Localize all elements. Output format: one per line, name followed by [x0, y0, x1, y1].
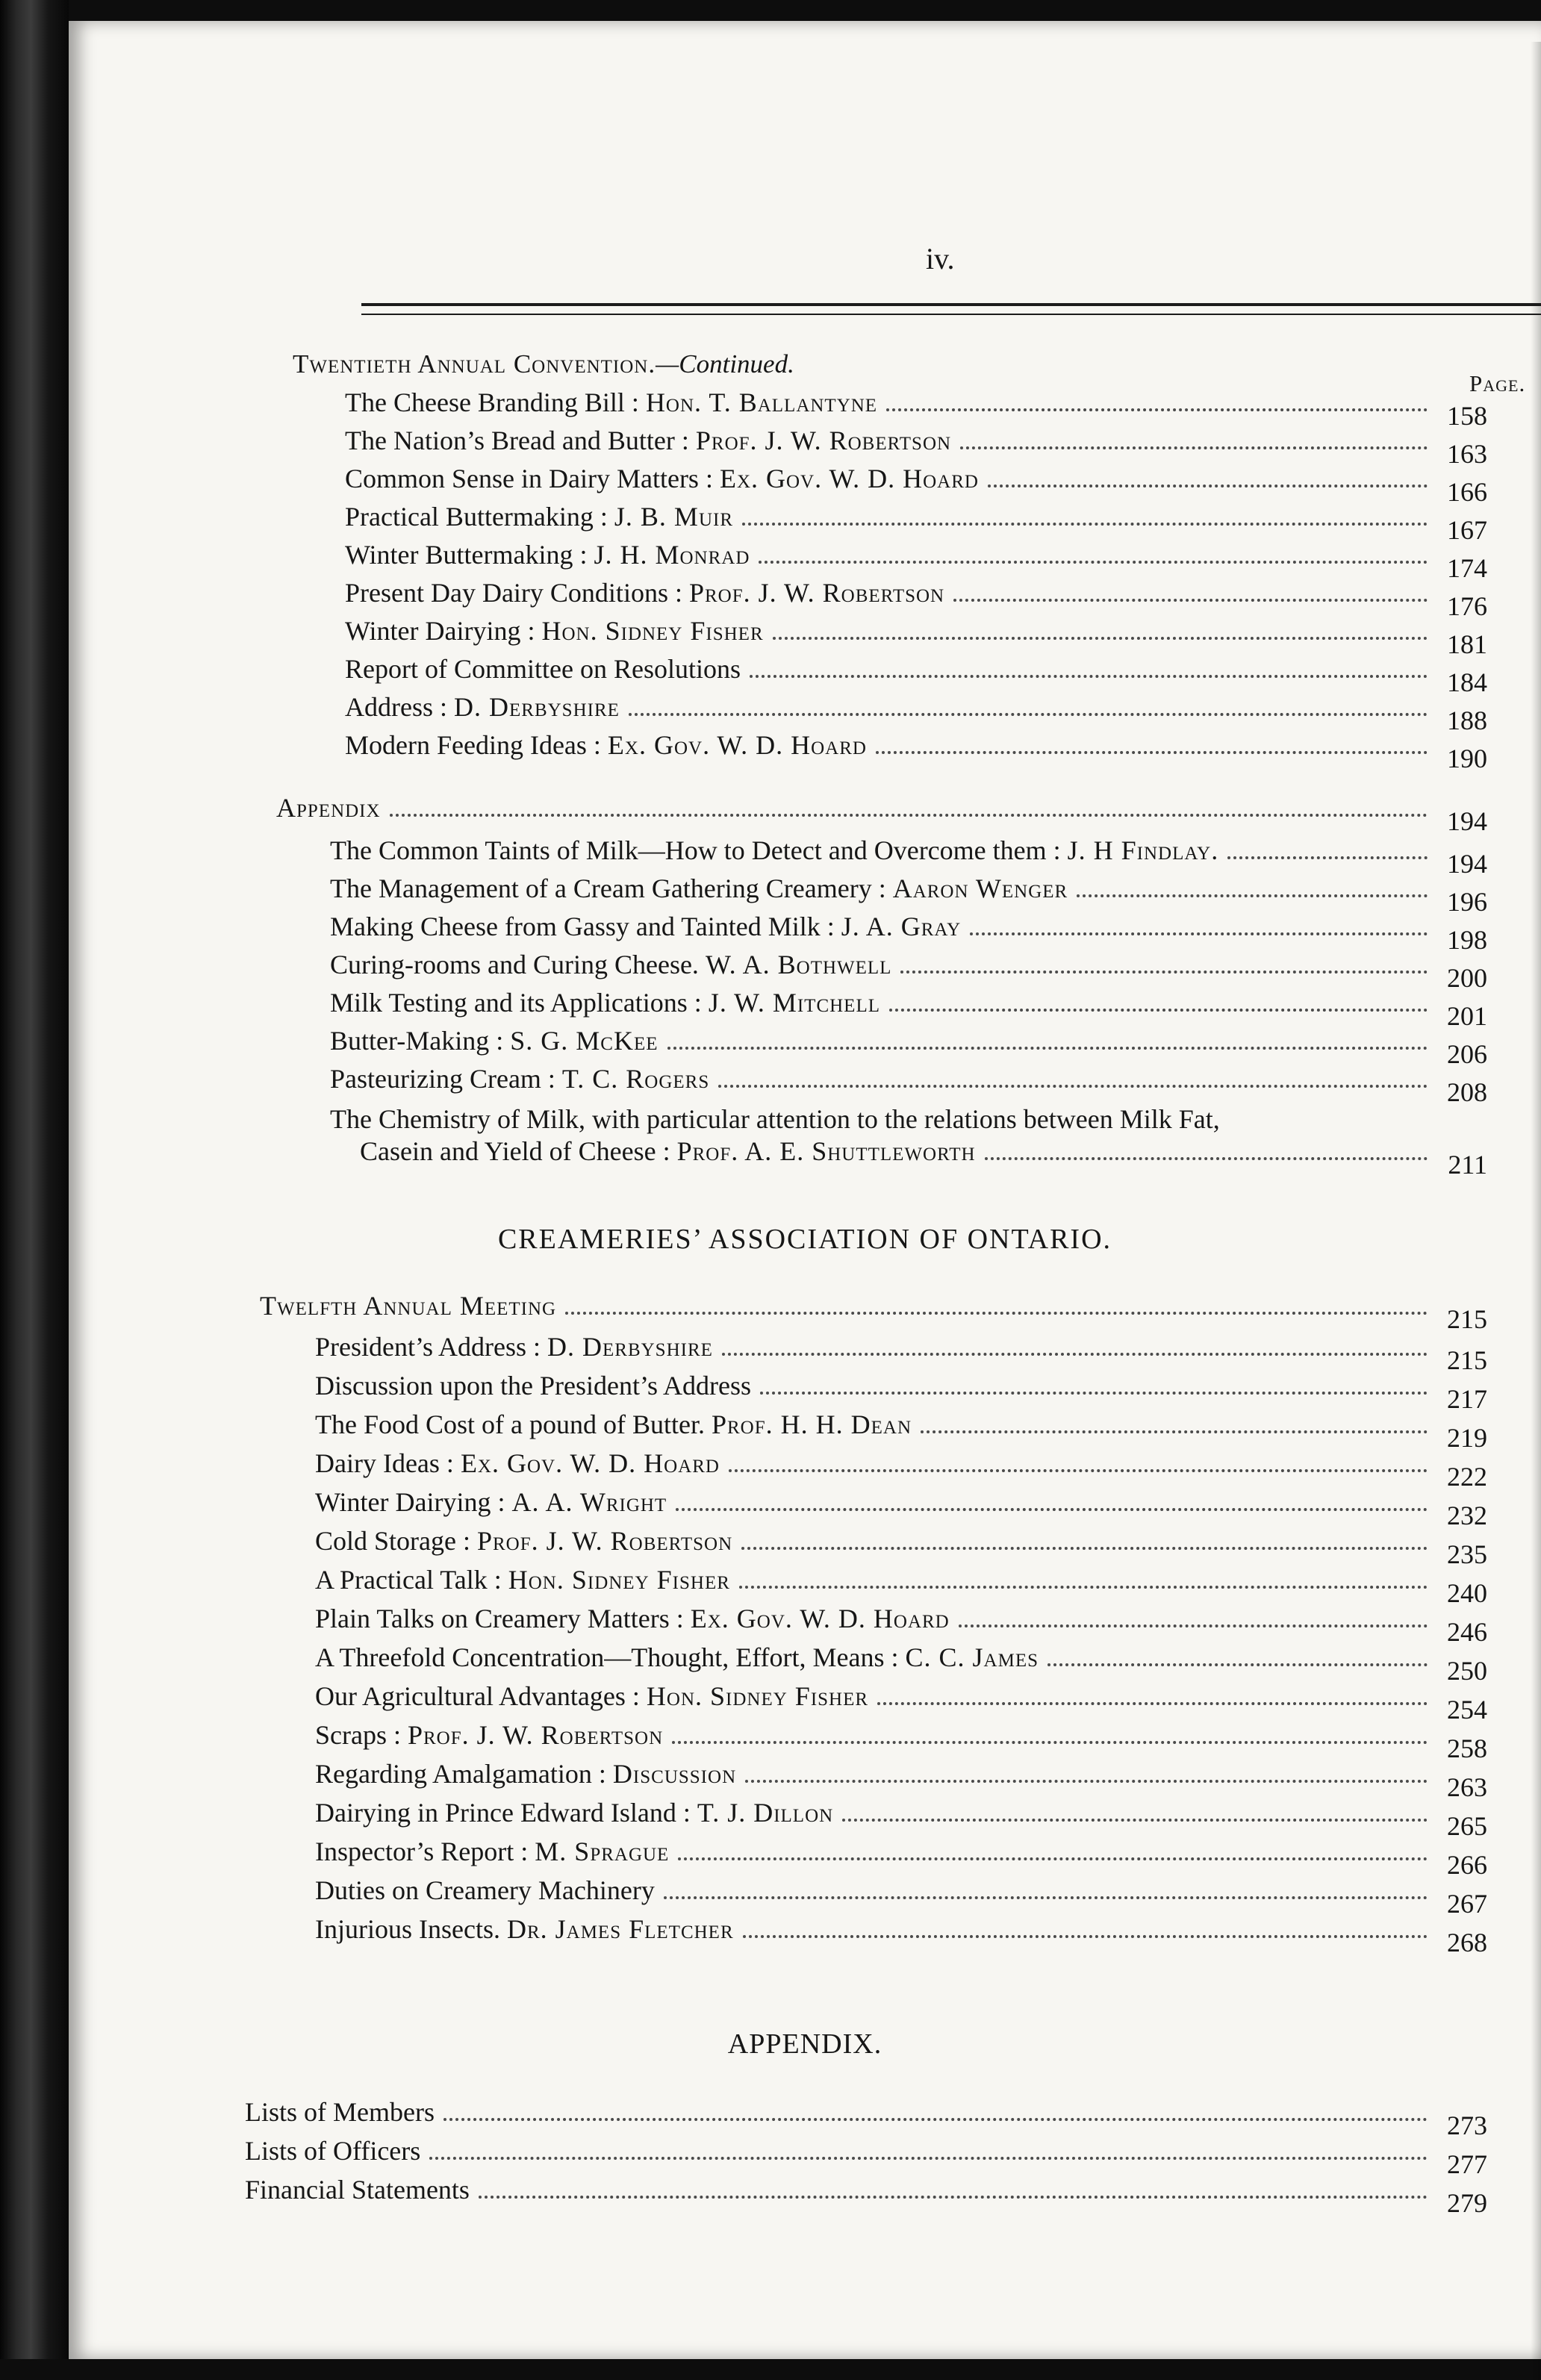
page-ref: 206: [1447, 1039, 1487, 1069]
page-ref: 181: [1447, 629, 1487, 659]
leader-dots: [1047, 1663, 1428, 1666]
toc-entry[interactable]: Common Sense in Dairy Matters : Ex. Gov. W. D. Hoard 166: [345, 464, 1487, 507]
leader-dots: [629, 713, 1428, 716]
toc-entry[interactable]: Scraps : Prof. J. W. Robertson 258: [315, 1720, 1487, 1763]
page-ref: 265: [1447, 1811, 1487, 1841]
leader-dots: [676, 1508, 1428, 1511]
toc-entry[interactable]: Present Day Dairy Conditions : Prof. J. W. Robertson 176: [345, 578, 1487, 621]
leader-dots: [479, 2196, 1428, 2199]
header-rule-thin: [361, 314, 1541, 315]
leader-dots: [745, 1780, 1428, 1783]
section-title-creameries: CREAMERIES’ ASSOCIATION OF ONTARIO.: [497, 1224, 1112, 1255]
page-ref: 235: [1447, 1539, 1487, 1569]
leader-dots: [443, 2118, 1428, 2121]
page-ref: 211: [1448, 1150, 1487, 1180]
leader-dots: [390, 814, 1428, 817]
toc-entry[interactable]: Plain Talks on Creamery Matters : Ex. Gov. W. D. Hoard 246: [315, 1604, 1487, 1647]
leader-dots: [664, 1896, 1428, 1899]
page-ref: 240: [1447, 1578, 1487, 1608]
leader-dots: [889, 1009, 1428, 1012]
page-ref: 198: [1447, 925, 1487, 955]
page-ref: 267: [1447, 1889, 1487, 1919]
toc-entry[interactable]: Lists of Officers 277: [245, 2136, 1487, 2179]
toc-entry[interactable]: Discussion upon the President’s Address 217: [315, 1371, 1487, 1414]
page-ref: 188: [1447, 705, 1487, 735]
page-ref: 250: [1447, 1656, 1487, 1686]
page-ref: 194: [1447, 806, 1487, 836]
leader-dots: [743, 1935, 1428, 1938]
toc-entry[interactable]: President’s Address : D. Derbyshire 215: [315, 1332, 1487, 1375]
leader-dots: [759, 561, 1428, 564]
toc-entry[interactable]: Butter-Making : S. G. McKee 206: [330, 1026, 1487, 1069]
section-title-appendix: APPENDIX.: [727, 2028, 882, 2060]
leader-dots: [953, 599, 1428, 602]
leader-dots: [672, 1741, 1428, 1744]
page-ref: 268: [1447, 1928, 1487, 1957]
toc-entry[interactable]: Our Agricultural Advantages : Hon. Sidney Fisher 254: [315, 1681, 1487, 1725]
leader-dots: [750, 675, 1428, 678]
toc-entry-multiline-first[interactable]: The Chemistry of Milk, with particular attention to the relations between Milk Fat,: [330, 1104, 1220, 1134]
toc-entry[interactable]: The Nation’s Bread and Butter : Prof. J. W. Robertson 163: [345, 426, 1487, 469]
leader-dots: [718, 1085, 1428, 1088]
page-ref: 215: [1447, 1345, 1487, 1375]
toc-entry[interactable]: The Cheese Branding Bill : Hon. T. Ballantyne 158: [345, 387, 1487, 431]
toc-entry[interactable]: A Practical Talk : Hon. Sidney Fisher 240: [315, 1565, 1487, 1608]
page-ref: 184: [1447, 667, 1487, 697]
toc-entry[interactable]: Financial Statements 279: [245, 2175, 1487, 2218]
toc-entry[interactable]: Curing-rooms and Curing Cheese. W. A. Bothwell 200: [330, 950, 1487, 993]
page-ref: 263: [1447, 1772, 1487, 1802]
page-ref: 190: [1447, 744, 1487, 773]
leader-dots: [842, 1819, 1428, 1822]
toc-entry[interactable]: The Food Cost of a pound of Butter. Prof. H. H. Dean 219: [315, 1409, 1487, 1453]
leader-dots: [678, 1857, 1428, 1860]
toc-entry[interactable]: Report of Committee on Resolutions 184: [345, 654, 1487, 697]
page-ref: 219: [1447, 1423, 1487, 1453]
page-ref: 222: [1447, 1462, 1487, 1492]
leader-dots: [565, 1312, 1428, 1315]
leader-dots: [970, 932, 1428, 935]
page-ref: 208: [1447, 1077, 1487, 1107]
page-ref: 166: [1447, 477, 1487, 507]
leader-dots: [429, 2157, 1428, 2160]
toc-entry[interactable]: The Management of a Cream Gathering Creamery : Aaron Wenger 196: [330, 873, 1487, 917]
leader-dots: [1077, 894, 1428, 897]
page-ref: 196: [1447, 887, 1487, 917]
page-ref: 254: [1447, 1695, 1487, 1725]
toc-entry[interactable]: Making Cheese from Gassy and Tainted Milk : J. A. Gray 198: [330, 912, 1487, 955]
leader-dots: [773, 637, 1428, 640]
leader-dots: [741, 1547, 1428, 1550]
toc-entry[interactable]: Inspector’s Report : M. Sprague 266: [315, 1837, 1487, 1880]
toc-entry[interactable]: Practical Buttermaking : J. B. Muir 167: [345, 502, 1487, 545]
toc-heading-twelfth-meeting[interactable]: Twelfth Annual Meeting 215: [260, 1291, 1487, 1334]
leader-dots: [742, 523, 1428, 526]
toc-entry[interactable]: Winter Dairying : A. A. Wright 232: [315, 1487, 1487, 1530]
leader-dots: [667, 1047, 1428, 1050]
toc-entry[interactable]: Address : D. Derbyshire 188: [345, 692, 1487, 735]
toc-entry[interactable]: Winter Dairying : Hon. Sidney Fisher 181: [345, 616, 1487, 659]
page-ref: 246: [1447, 1617, 1487, 1647]
leader-dots: [988, 485, 1428, 487]
leader-dots: [1227, 856, 1428, 859]
toc-entry[interactable]: Casein and Yield of Cheese : Prof. A. E. Shuttleworth 211: [360, 1136, 1487, 1180]
toc-entry[interactable]: Injurious Insects. Dr. James Fletcher 268: [315, 1914, 1487, 1957]
leader-dots: [985, 1157, 1428, 1160]
toc-entry[interactable]: A Threefold Concentration—Thought, Effort, Means : C. C. James 250: [315, 1642, 1487, 1686]
page-ref: 258: [1447, 1733, 1487, 1763]
book-page: [69, 21, 1541, 2359]
page-ref: 273: [1447, 2110, 1487, 2140]
toc-heading-appendix[interactable]: Appendix 194: [276, 793, 1487, 836]
header-rule: [361, 303, 1541, 306]
page-column-label: Page.: [1469, 370, 1526, 396]
leader-dots: [960, 446, 1428, 449]
toc-entry[interactable]: Duties on Creamery Machinery 267: [315, 1875, 1487, 1919]
leader-dots: [877, 1702, 1428, 1705]
page-ref: 217: [1447, 1384, 1487, 1414]
leader-dots: [900, 971, 1428, 974]
page-ref: 277: [1447, 2149, 1487, 2179]
page-ref: 266: [1447, 1850, 1487, 1880]
toc-entry[interactable]: Winter Buttermaking : J. H. Monrad 174: [345, 540, 1487, 583]
page-ref: 201: [1447, 1001, 1487, 1031]
leader-dots: [729, 1469, 1428, 1472]
leader-dots: [886, 408, 1428, 411]
leader-dots: [739, 1586, 1428, 1589]
page-number: iv.: [926, 242, 955, 275]
leader-dots: [722, 1353, 1428, 1356]
page-ref: 158: [1447, 401, 1487, 431]
toc-entry[interactable]: Lists of Members 273: [245, 2097, 1487, 2140]
book-binding: [0, 0, 69, 2359]
page-ref: 176: [1447, 591, 1487, 621]
page-ref: 232: [1447, 1501, 1487, 1530]
toc-entry[interactable]: Cold Storage : Prof. J. W. Robertson 235: [315, 1526, 1487, 1569]
leader-dots: [959, 1624, 1428, 1627]
leader-dots: [760, 1392, 1428, 1395]
page-ref: 279: [1447, 2188, 1487, 2218]
page-ref: 194: [1447, 849, 1487, 879]
toc-entry[interactable]: Dairying in Prince Edward Island : T. J. Dillon 265: [315, 1798, 1487, 1841]
page-ref: 215: [1447, 1304, 1487, 1334]
page-ref: 167: [1447, 515, 1487, 545]
toc-entry[interactable]: Pasteurizing Cream : T. C. Rogers 208: [330, 1064, 1487, 1107]
leader-dots: [876, 751, 1428, 754]
leader-dots: [921, 1430, 1428, 1433]
page-ref: 200: [1447, 963, 1487, 993]
toc-entry[interactable]: Modern Feeding Ideas : Ex. Gov. W. D. Hoard 190: [345, 730, 1487, 773]
toc-entry[interactable]: Milk Testing and its Applications : J. W. Mitchell 201: [330, 988, 1487, 1031]
toc-entry[interactable]: Dairy Ideas : Ex. Gov. W. D. Hoard 222: [315, 1448, 1487, 1492]
page-ref: 174: [1447, 553, 1487, 583]
section-heading-twentieth-convention: Twentieth Annual Convention. —Continued.: [293, 349, 794, 379]
toc-entry[interactable]: The Common Taints of Milk—How to Detect and Overcome them : J. H Findlay. 194: [330, 835, 1487, 879]
page-ref: 163: [1447, 439, 1487, 469]
toc-entry[interactable]: Regarding Amalgamation : Discussion 263: [315, 1759, 1487, 1802]
